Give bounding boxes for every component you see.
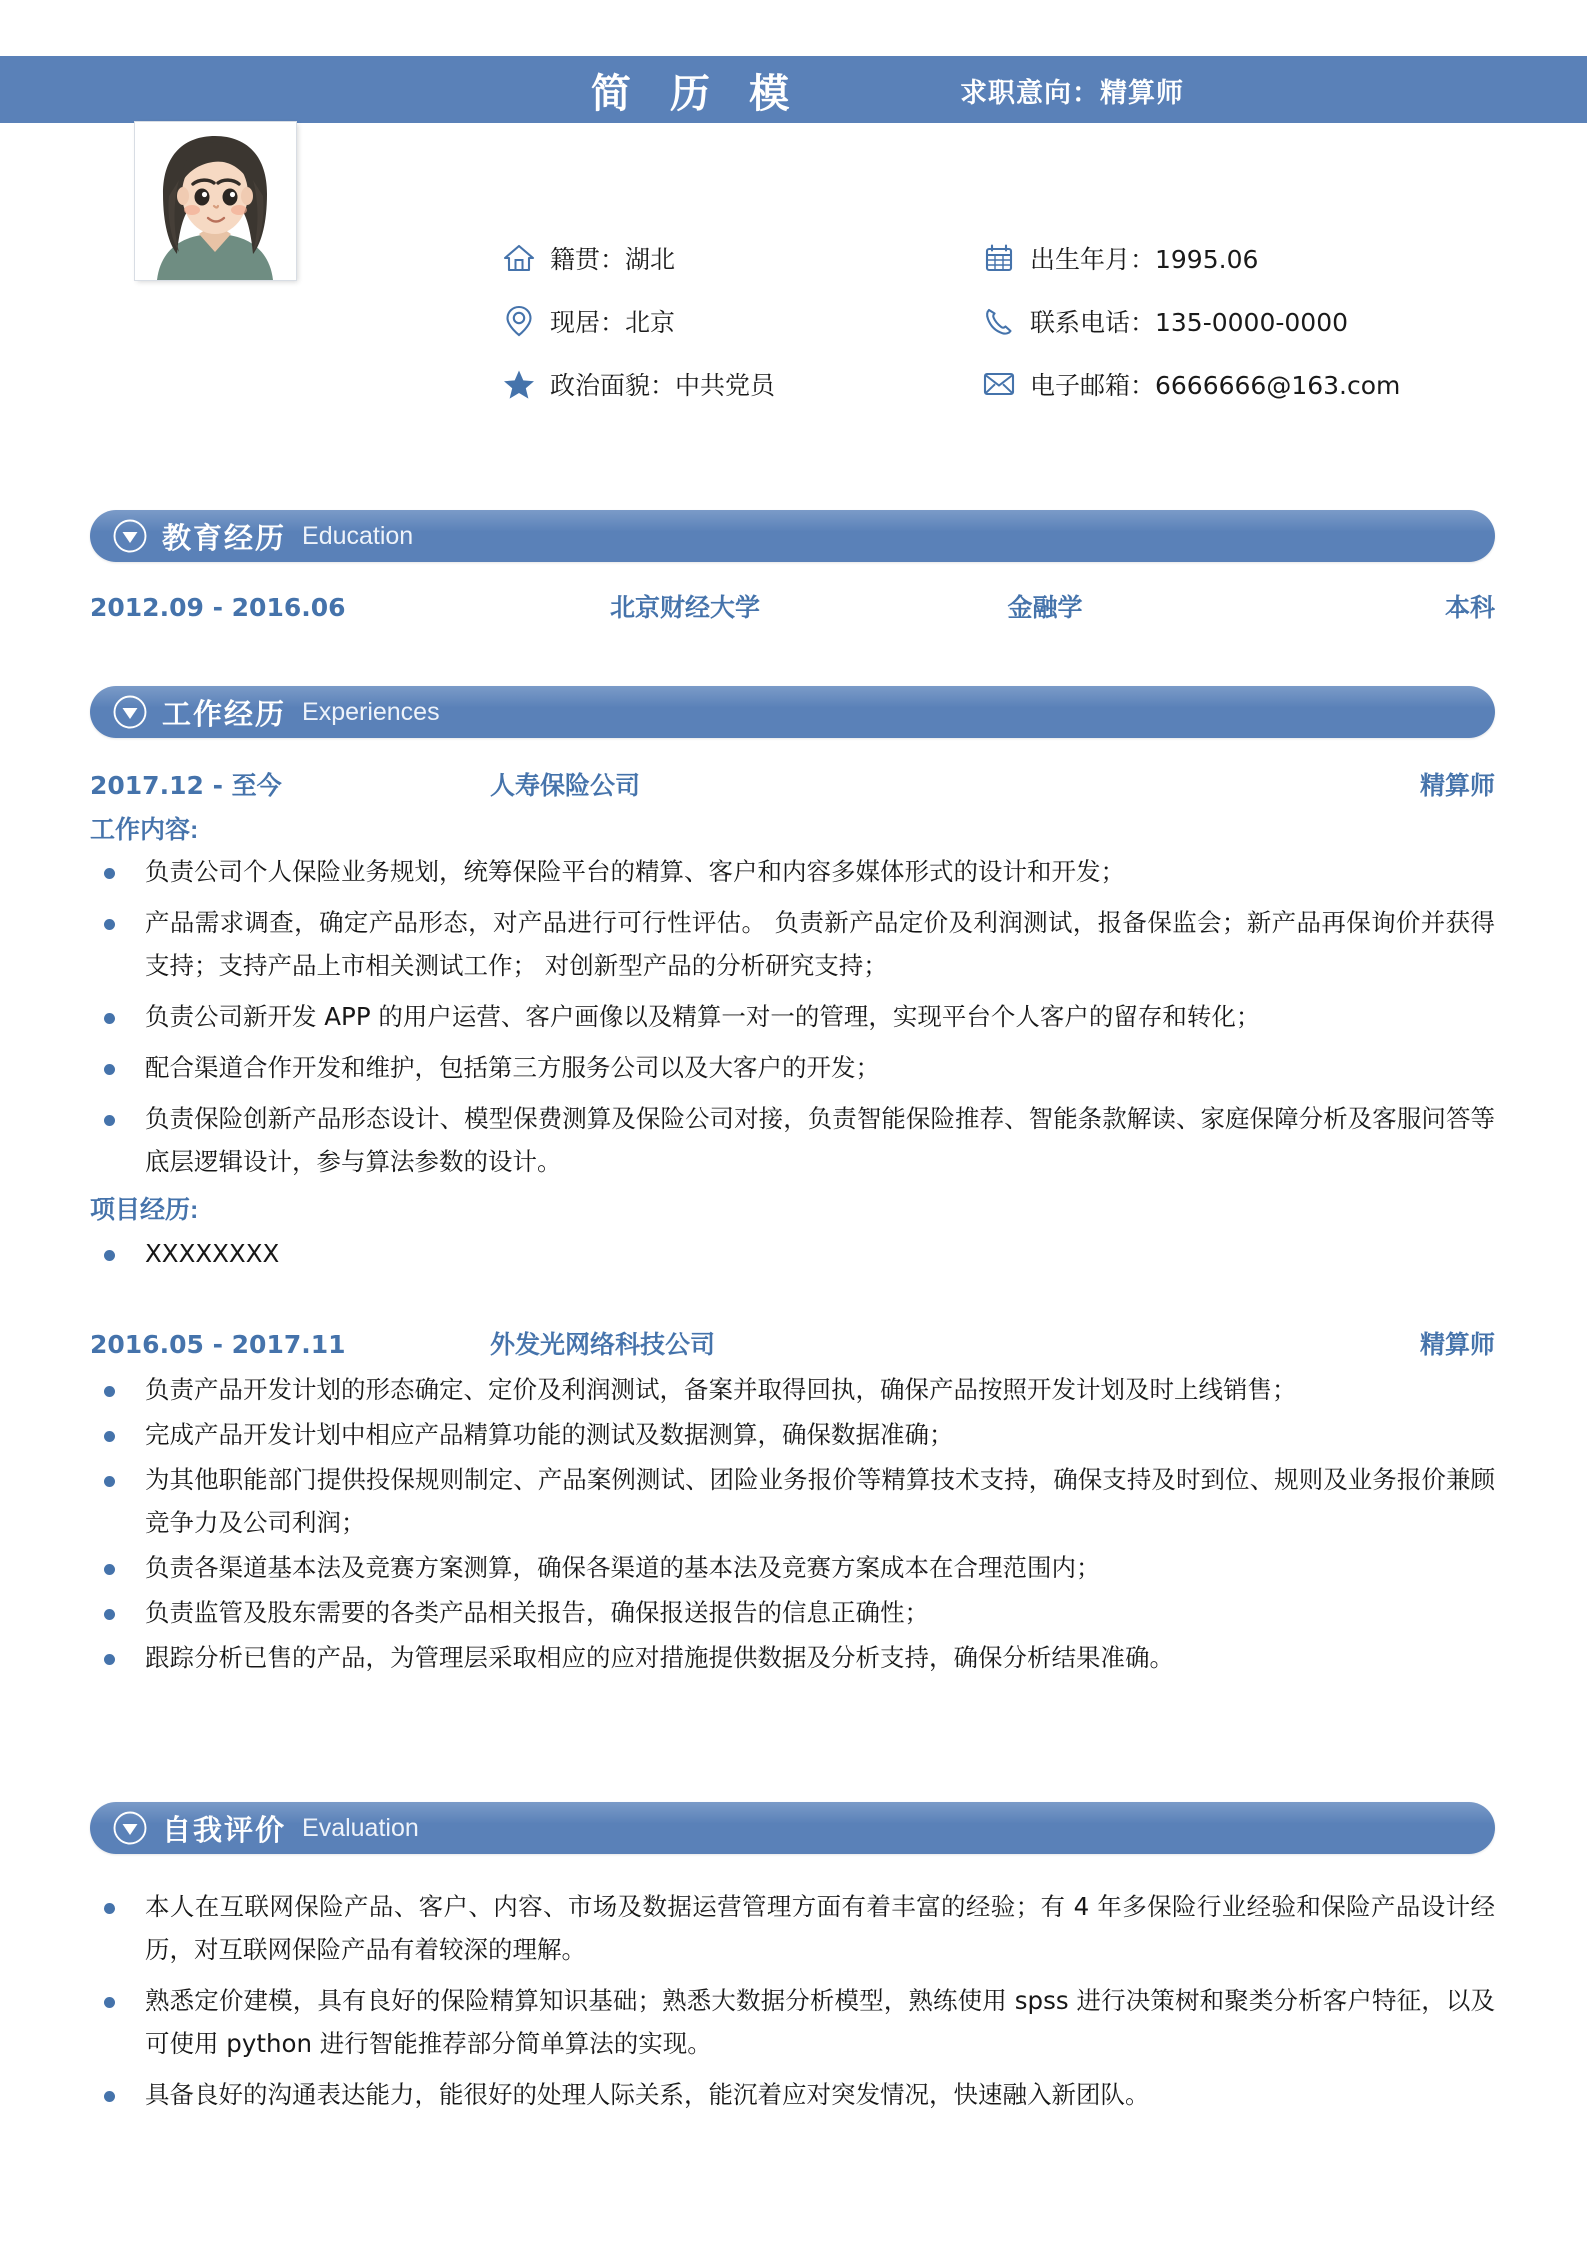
list-item: 跟踪分析已售的产品，为管理层采取相应的应对措施提供数据及分析支持，确保分析结果准确。: [90, 1636, 1495, 1679]
section-title-en: Education: [302, 521, 414, 550]
job-role-0: 精算师: [1419, 771, 1495, 800]
contact-birthdate: [980, 240, 1500, 276]
list-item: 具备良好的沟通表达能力，能很好的处理人际关系，能沉着应对突发情况，快速融入新团队。: [90, 2073, 1495, 2116]
job-duties-list-1: [90, 1368, 1495, 1681]
section-title-cn: 教育经历: [162, 522, 287, 555]
list-item: 完成产品开发计划中相应产品精算功能的测试及数据测算，确保数据准确；: [90, 1413, 1495, 1456]
phone-icon: [980, 304, 1018, 338]
evaluation-list: [90, 1885, 1495, 2124]
job-company-1: 外发光网络科技公司: [490, 1330, 716, 1359]
chevron-down-circle-icon: [112, 518, 148, 554]
list-item: 配合渠道合作开发和维护，包括第三方服务公司以及大客户的开发；: [90, 1046, 1495, 1089]
job-projects-list-0: [90, 1232, 1495, 1283]
contact-hometown: [500, 240, 980, 276]
section-title-en: Experiences: [302, 697, 440, 726]
chevron-down-circle-icon: [112, 1810, 148, 1846]
email-text: 电子邮箱：6666666@163.com: [1030, 371, 1401, 400]
list-item: 负责监管及股东需要的各类产品相关报告，确保报送报告的信息正确性；: [90, 1591, 1495, 1634]
chevron-down-circle-icon: [112, 694, 148, 730]
education-major: 金融学: [1007, 593, 1083, 622]
education-school: 北京财经大学: [609, 593, 760, 622]
list-item: 负责产品开发计划的形态确定、定价及利润测试，备案并取得回执，确保产品按照开发计划及时上线销售；: [90, 1368, 1495, 1411]
list-item: 负责公司新开发 APP 的用户运营、客户画像以及精算一对一的管理，实现平台个人客户的留存和转化；: [90, 995, 1495, 1038]
section-header-evaluation[interactable]: [90, 1802, 1495, 1854]
job-header-1: [90, 1325, 1495, 1361]
section-title-en: Evaluation: [302, 1813, 419, 1842]
list-item: 负责公司个人保险业务规划，统筹保险平台的精算、客户和内容多媒体形式的设计和开发；: [90, 850, 1495, 893]
location-icon: [500, 304, 538, 338]
section-title-cn: 自我评价: [162, 1814, 287, 1847]
contact-info: [500, 240, 1500, 402]
job-date-1: 2016.05 - 2017.11: [90, 1330, 346, 1359]
section-header-experience[interactable]: [90, 686, 1495, 738]
page-title: 简 历 模: [590, 71, 804, 116]
contact-political-status: [500, 366, 980, 402]
job-date-0: 2017.12 - 至今: [90, 771, 282, 800]
contact-email: [980, 366, 1500, 402]
section-title-cn: 工作经历: [162, 698, 287, 731]
list-item: 为其他职能部门提供投保规则制定、产品案例测试、团险业务报价等精算技术支持，确保支持及时到位、规则及业务报价兼顾竞争力及公司利润；: [90, 1458, 1495, 1544]
education-date: 2012.09 - 2016.06: [90, 593, 346, 622]
portrait-illustration: [135, 122, 296, 280]
education-degree: 本科: [1444, 593, 1495, 622]
residence-text: 现居：北京: [550, 308, 676, 337]
star-icon: [500, 367, 538, 401]
calendar-icon: [980, 241, 1018, 275]
section-header-education[interactable]: [90, 510, 1495, 562]
phone-text: 联系电话：135-0000-0000: [1030, 308, 1349, 337]
list-item: 熟悉定价建模，具有良好的保险精算知识基础；熟悉大数据分析模型，熟练使用 spss 进行决策树和聚类分析客户特征，以及可使用 python 进行智能推荐部分简单算法的实现。: [90, 1979, 1495, 2065]
work-content-label: 工作内容:: [90, 816, 199, 844]
list-item: 产品需求调查，确定产品形态，对产品进行可行性评估。 负责新产品定价及利润测试，报备保监会；新产品再保询价并获得支持；支持产品上市相关测试工作； 对创新型产品的分析研究支持；: [90, 901, 1495, 987]
birthdate-text: 出生年月：1995.06: [1030, 245, 1259, 274]
list-item: 负责各渠道基本法及竞赛方案测算，确保各渠道的基本法及竞赛方案成本在合理范围内；: [90, 1546, 1495, 1589]
job-role-1: 精算师: [1419, 1330, 1495, 1359]
mail-icon: [980, 367, 1018, 401]
project-experience-label: 项目经历:: [90, 1196, 199, 1224]
job-duties-list-0: [90, 850, 1495, 1191]
home-icon: [500, 241, 538, 275]
education-row: [90, 588, 1495, 624]
political-status-text: 政治面貌：中共党员: [550, 371, 776, 400]
contact-phone: [980, 303, 1500, 339]
hometown-text: 籍贯：湖北: [550, 245, 676, 274]
list-item: XXXXXXXX: [90, 1232, 1495, 1275]
job-header-0: [90, 766, 1495, 802]
avatar: [135, 122, 296, 280]
contact-residence: [500, 303, 980, 339]
job-company-0: 人寿保险公司: [490, 771, 641, 800]
job-objective: 求职意向：精算师: [960, 77, 1184, 108]
list-item: 负责保险创新产品形态设计、模型保费测算及保险公司对接，负责智能保险推荐、智能条款解读、家庭保障分析及客服问答等底层逻辑设计，参与算法参数的设计。: [90, 1097, 1495, 1183]
list-item: 本人在互联网保险产品、客户、内容、市场及数据运营管理方面有着丰富的经验；有 4 年多保险行业经验和保险产品设计经历，对互联网保险产品有着较深的理解。: [90, 1885, 1495, 1971]
